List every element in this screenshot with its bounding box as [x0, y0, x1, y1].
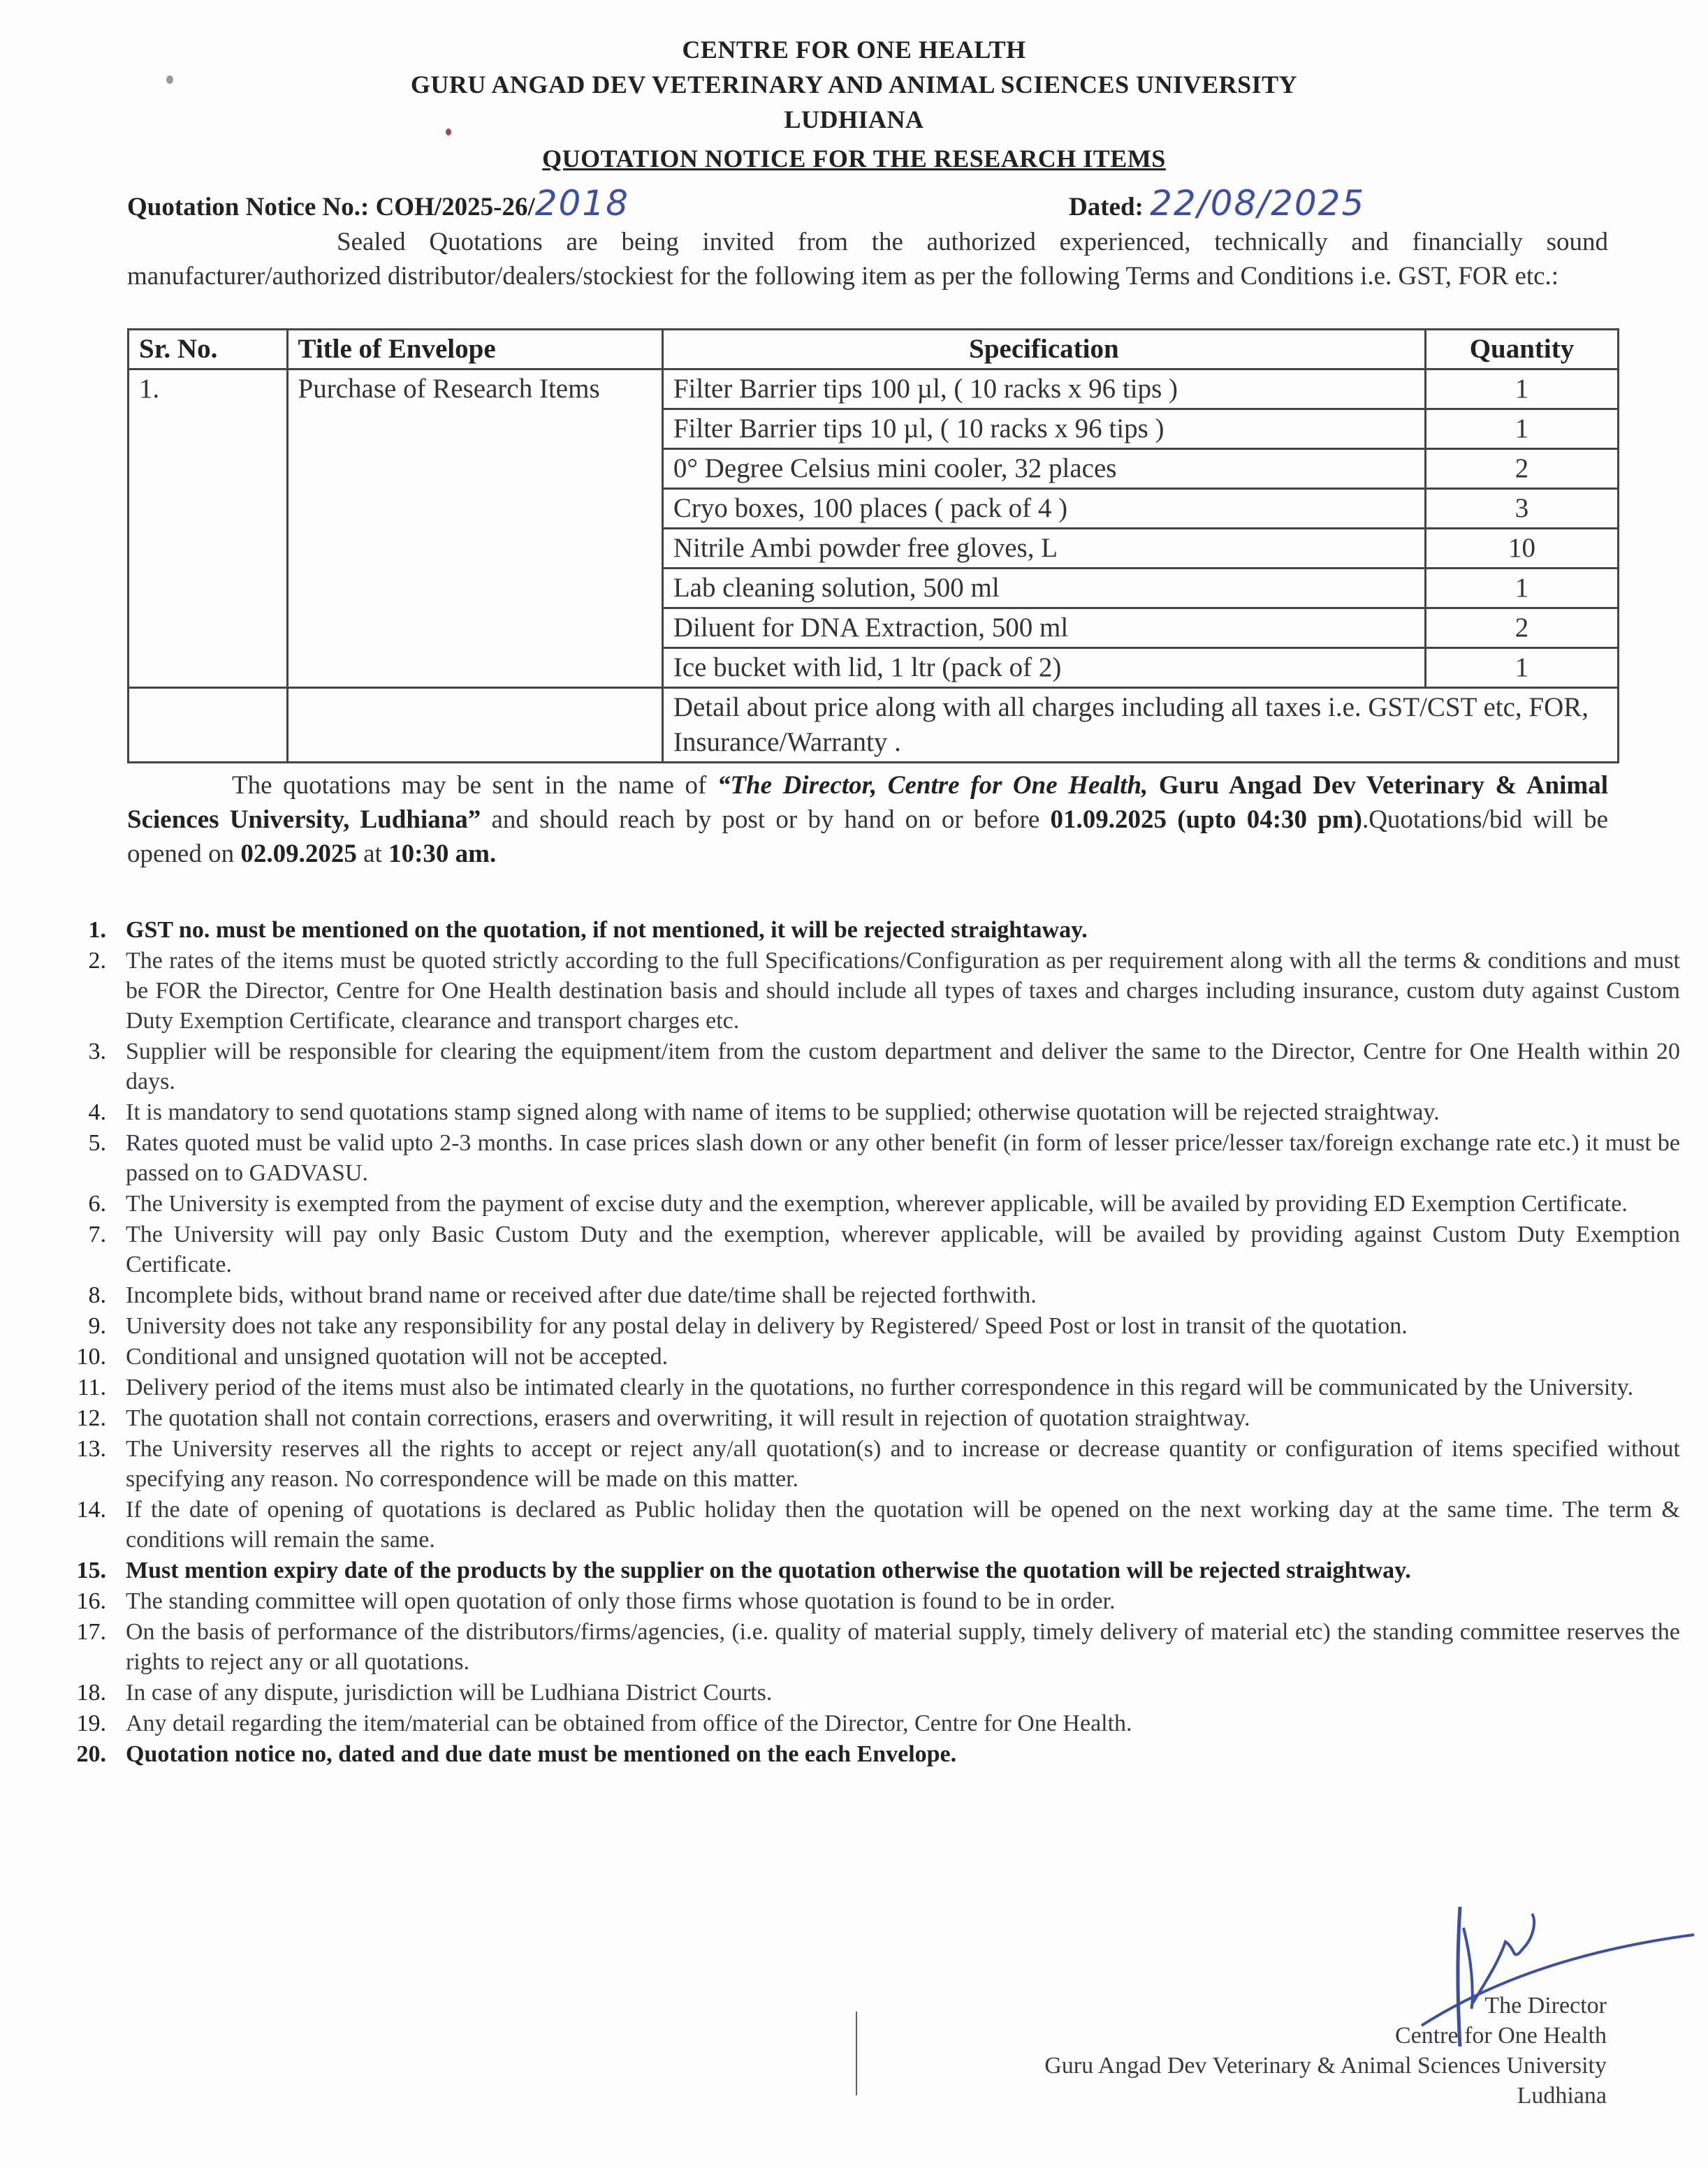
qty-cell: 2: [1425, 608, 1618, 648]
spec-cell: Diluent for DNA Extraction, 500 ml: [662, 608, 1425, 648]
term-item: University does not take any responsibility for any postal delay in delivery by Registered/ Speed Post or lost in transit of the quotation.: [126, 1313, 1408, 1339]
qty-cell: 1: [1425, 569, 1618, 608]
spec-cell: Ice bucket with lid, 1 ltr (pack of 2): [662, 648, 1425, 688]
term-item: In case of any dispute, jurisdiction will be Ludhiana District Courts.: [126, 1680, 773, 1706]
col-specification: Specification: [662, 330, 1425, 369]
opening-date: 02.09.2025: [240, 840, 357, 868]
term-item: The University reserves all the rights to accept or reject any/all quotation(s) and to increase or decrease quantity or configuration of items specified without specifying any reason. No correspondence will be made on this matter.: [126, 1436, 1680, 1492]
qty-cell: 2: [1425, 449, 1618, 489]
notice-number: [127, 183, 629, 224]
spec-cell: 0° Degree Celsius mini cooler, 32 places: [662, 449, 1425, 489]
due-date: 01.09.2025: [1050, 805, 1167, 834]
signatory-university: Guru Angad Dev Veterinary & Animal Sciences University: [1044, 2053, 1607, 2079]
price-detail-note: Detail about price along with all charges including all taxes i.e. GST/CST etc, FOR, Insurance/Warranty .: [662, 688, 1618, 763]
scan-mark-line: [856, 2012, 857, 2095]
table-row: [129, 369, 1619, 409]
term-item: It is mandatory to send quotations stamp signed along with name of items to be supplied; otherwise quotation will be rejected straightway.: [126, 1099, 1440, 1125]
signatory-centre: Centre for One Health: [1394, 2023, 1607, 2049]
term-item: Any detail regarding the item/material can be obtained from office of the Director, Centre for One Health.: [126, 1711, 1132, 1736]
send-text: .Quotations/bid will be opened on: [127, 805, 1608, 868]
submission-paragraph: [127, 768, 1608, 871]
spec-cell: Lab cleaning solution, 500 ml: [662, 569, 1425, 608]
term-item: Supplier will be responsible for clearing the equipment/item from the custom department and deliver the same to the Director, Centre for One Health within 20 days.: [126, 1039, 1680, 1094]
terms-list: [56, 915, 1680, 1770]
term-item: Delivery period of the items must also be intimated clearly in the quotations, no further correspondence in this regard will be communicated by the University.: [126, 1375, 1634, 1400]
qty-cell: 1: [1425, 648, 1618, 688]
notice-number-label: Quotation Notice No.: COH/2025-26/: [127, 193, 535, 221]
notice-date: [1069, 183, 1365, 224]
term-item: Must mention expiry date of the products by the supplier on the quotation otherwise the quotation will be rejected straightway.: [126, 1558, 1411, 1583]
dated-label: Dated:: [1069, 193, 1144, 221]
qty-cell: 10: [1425, 529, 1618, 569]
term-item: Conditional and unsigned quotation will not be accepted.: [126, 1344, 669, 1370]
signatory-title: The Director: [1484, 1993, 1607, 2019]
table-footer-row: [129, 688, 1619, 763]
qty-cell: 1: [1425, 369, 1618, 409]
send-text: at: [356, 840, 389, 868]
addressee-bold: Guru Angad Dev Veterinary & Animal Sciences University, Ludhiana”: [127, 771, 1608, 834]
term-item: Incomplete bids, without brand name or received after due date/time shall be rejected forthwith.: [126, 1282, 1037, 1308]
opening-time: 10:30 am.: [388, 840, 497, 868]
city-name: LUDHIANA: [784, 105, 924, 133]
spec-cell: Cryo boxes, 100 places ( pack of 4 ): [662, 489, 1425, 529]
term-item: The standing committee will open quotation of only those firms whose quotation is found to be in order.: [126, 1588, 1116, 1614]
send-text: and should reach by post or by hand on or before: [481, 805, 1051, 834]
intro-paragraph: Sealed Quotations are being invited from the authorized experienced, technically and financially sound manufacturer/authorized distributor/dealers/stockiest for the following item as per the following Terms and Conditions i.e. GST, FOR etc.:: [127, 228, 1608, 291]
send-text: The quotations may be sent in the name of: [232, 771, 717, 800]
term-item: Rates quoted must be valid upto 2-3 months. In case prices slash down or any other benefit (in form of lesser price/lesser tax/foreign exchange rate etc.) it must be passed on to GADVASU.: [126, 1130, 1680, 1186]
term-item: The quotation shall not contain corrections, erasers and overwriting, it will result in rejection of quotation straightway.: [126, 1405, 1250, 1431]
sr-no-cell: 1.: [129, 369, 288, 688]
term-item: The rates of the items must be quoted strictly according to the full Specifications/Configuration as per requirement along with all the terms & conditions and must be FOR the Director, Centre for One Health destination basis and should include all types of taxes and charges including insurance, custom duty against Custom Duty Exemption Certificate, clearance and transport charges etc.: [126, 948, 1680, 1034]
items-table: [127, 328, 1619, 763]
col-envelope-title: Title of Envelope: [287, 330, 662, 369]
term-item: GST no. must be mentioned on the quotation, if not mentioned, it will be rejected straightaway.: [126, 917, 1088, 943]
due-time: (upto 04:30 pm): [1167, 805, 1362, 834]
notice-title: QUOTATION NOTICE FOR THE RESEARCH ITEMS: [542, 145, 1166, 173]
term-item: If the date of opening of quotations is declared as Public holiday then the quotation will be opened on the next working day at the same time. The term & conditions will remain the same.: [126, 1497, 1680, 1553]
spec-cell: Filter Barrier tips 100 µl, ( 10 racks x 96 tips ): [662, 369, 1425, 409]
signature-block: [1044, 1991, 1607, 2111]
handwritten-date: 22/08/2025: [1150, 183, 1366, 224]
term-item: On the basis of performance of the distributors/firms/agencies, (i.e. quality of material supply, timely delivery of material etc) the standing committee reserves the rights to reject any or all quotations.: [126, 1619, 1680, 1675]
org-name: CENTRE FOR ONE HEALTH: [682, 36, 1026, 64]
qty-cell: 3: [1425, 489, 1618, 529]
handwritten-notice-number: 2018: [534, 183, 629, 224]
table-header-row: [129, 330, 1619, 369]
term-item: The University will pay only Basic Custom Duty and the exemption, wherever applicable, will be availed by providing against Custom Duty Exemption Certificate.: [126, 1222, 1680, 1277]
col-sr-no: Sr. No.: [129, 330, 288, 369]
envelope-title-cell: Purchase of Research Items: [287, 369, 662, 688]
term-item: Quotation notice no, dated and due date must be mentioned on the each Envelope.: [126, 1741, 957, 1767]
spec-cell: Nitrile Ambi powder free gloves, L: [662, 529, 1425, 569]
spec-cell: Filter Barrier tips 10 µl, ( 10 racks x 96 tips ): [662, 409, 1425, 449]
signatory-city: Ludhiana: [1517, 2083, 1607, 2109]
university-name: GURU ANGAD DEV VETERINARY AND ANIMAL SCIENCES UNIVERSITY: [410, 71, 1298, 98]
empty-cell: [287, 688, 662, 763]
qty-cell: 1: [1425, 409, 1618, 449]
term-item: The University is exempted from the payment of excise duty and the exemption, wherever applicable, will be availed by providing ED Exemption Certificate.: [126, 1191, 1628, 1217]
addressee-italic: “The Director, Centre for One Health,: [717, 771, 1148, 800]
empty-cell: [129, 688, 288, 763]
col-quantity: Quantity: [1425, 330, 1618, 369]
